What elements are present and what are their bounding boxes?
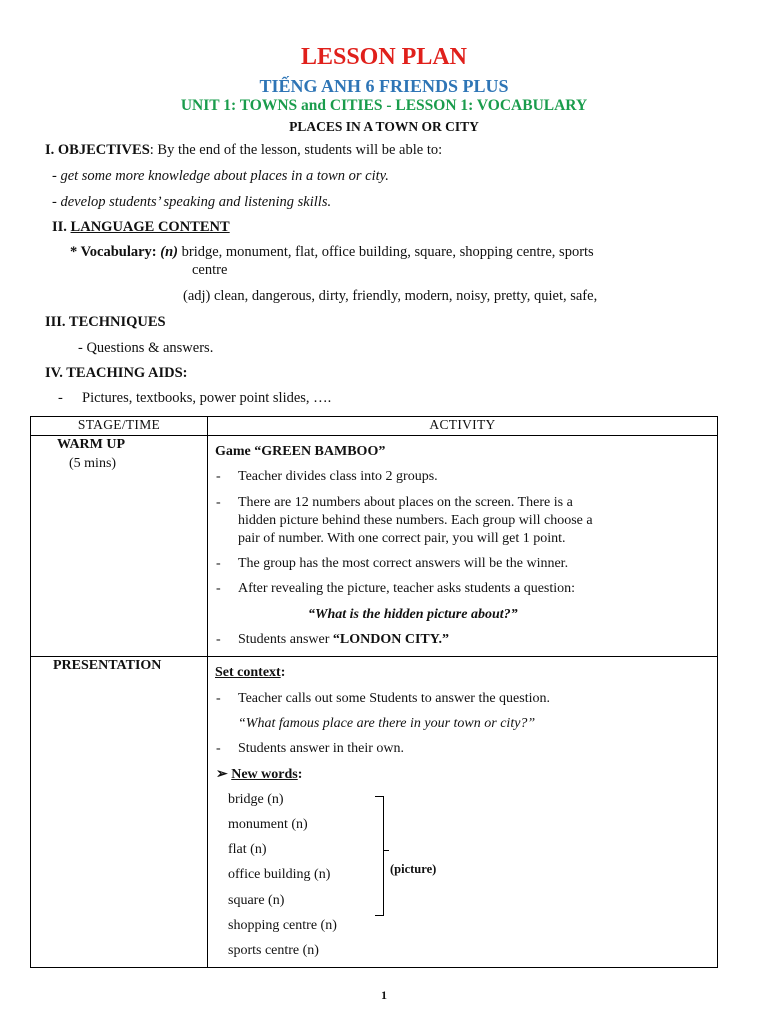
- page-number: 1: [381, 988, 387, 1002]
- presentation-activity-cell: [208, 657, 718, 968]
- new-words-heading: [216, 766, 302, 783]
- vocabulary-line: [70, 244, 594, 261]
- techniques-heading: III. TECHNIQUES: [45, 314, 166, 330]
- adjective-list: (adj) clean, dangerous, dirty, friendly, modern, noisy, pretty, quiet, safe,: [183, 288, 598, 304]
- unit-heading: UNIT 1: TOWNS and CITIES - LESSON 1: VOCABULARY: [180, 97, 588, 114]
- set-context-label: Set context: [215, 665, 281, 680]
- presentation-stage: PRESENTATION: [53, 658, 162, 673]
- warmup-activity-cell: [208, 436, 718, 657]
- list-item: [216, 632, 450, 648]
- list-item: [216, 581, 576, 597]
- noun-list-continued: centre: [192, 262, 228, 278]
- list-dash: -: [216, 691, 221, 706]
- list-item: [216, 495, 573, 511]
- lesson-plan-table: [30, 416, 718, 968]
- picture-placeholder: (picture): [390, 862, 437, 876]
- vocab-word: flat (n): [228, 842, 267, 857]
- list-text: Teacher divides class into 2 groups.: [238, 469, 438, 484]
- objective-item: - develop students’ speaking and listening skills.: [52, 194, 332, 210]
- vocab-word: monument (n): [228, 817, 308, 832]
- techniques-item: - Questions & answers.: [78, 340, 214, 356]
- presentation-row: [31, 657, 718, 968]
- objective-item: - get some more knowledge about places in a town or city.: [52, 168, 389, 184]
- teaching-aids-dash: -: [58, 390, 63, 406]
- context-question: “What famous place are there in your town or city?”: [238, 716, 536, 731]
- table-header-row: [31, 417, 718, 436]
- list-text: After revealing the picture, teacher asks students a question:: [238, 581, 576, 596]
- game-label: Game: [215, 444, 255, 459]
- vocabulary-label: * Vocabulary:: [70, 244, 157, 260]
- vocab-word: office building (n): [228, 867, 331, 882]
- list-text-continued: hidden picture behind these numbers. Each group will choose a: [238, 513, 593, 528]
- new-words-label: New words: [231, 767, 298, 782]
- objectives-heading: I. OBJECTIVES: [45, 142, 150, 158]
- list-dash: -: [216, 556, 221, 571]
- objectives-section: [45, 142, 442, 159]
- teaching-aids-item: Pictures, textbooks, power point slides, ….: [82, 390, 332, 406]
- new-words-colon: :: [297, 767, 303, 782]
- warmup-stage: WARM UP: [57, 437, 126, 452]
- vocab-word: shopping centre (n): [228, 918, 337, 933]
- list-text: There are 12 numbers about places on the screen. There is a: [238, 495, 573, 510]
- vocab-word: sports centre (n): [228, 943, 319, 958]
- set-context-heading: [215, 665, 285, 681]
- stage-time-header: STAGE/TIME: [31, 417, 208, 436]
- language-heading: [52, 219, 230, 236]
- list-dash: -: [216, 495, 221, 510]
- list-text: Students answer: [238, 632, 333, 647]
- list-dash: -: [216, 469, 221, 484]
- noun-list: bridge, monument, flat, office building, square, shopping centre, sports: [177, 244, 594, 260]
- activity-header: ACTIVITY: [208, 417, 718, 436]
- list-text: Teacher calls out some Students to answer the question.: [238, 691, 550, 706]
- warmup-stage-cell: [31, 436, 208, 657]
- vocab-word: bridge (n): [228, 792, 284, 807]
- vocab-word: square (n): [228, 893, 285, 908]
- brace-tick: [383, 850, 389, 851]
- list-text: The group has the most correct answers will be the winner.: [238, 556, 569, 571]
- list-text-continued: pair of number. With one correct pair, you will get 1 point.: [238, 531, 566, 546]
- list-item: [216, 556, 569, 572]
- hidden-picture-question: “What is the hidden picture about?”: [308, 607, 518, 622]
- answer-text: “LONDON CITY.”: [332, 632, 450, 647]
- course-subtitle: TIẾNG ANH 6 FRIENDS PLUS: [259, 76, 509, 96]
- set-context-colon: :: [280, 665, 286, 680]
- list-item: [216, 741, 405, 757]
- topic-heading: PLACES IN A TOWN OR CITY: [289, 119, 479, 134]
- noun-tag: (n): [160, 244, 178, 260]
- brace-bracket: [375, 796, 384, 916]
- list-dash: -: [216, 632, 221, 647]
- list-dash: -: [216, 741, 221, 756]
- list-text: Students answer in their own.: [238, 741, 405, 756]
- language-heading-text: LANGUAGE CONTENT: [70, 219, 230, 235]
- list-item: [216, 469, 438, 485]
- document-title: LESSON PLAN: [300, 44, 468, 70]
- warmup-row: [31, 436, 718, 657]
- game-name: “GREEN BAMBOO”: [254, 444, 386, 459]
- language-heading-number: II.: [52, 219, 71, 235]
- arrow-bullet-icon: ➢: [216, 767, 228, 782]
- list-dash: -: [216, 581, 221, 596]
- objectives-intro: : By the end of the lesson, students will be able to:: [149, 142, 443, 158]
- list-item: [216, 691, 550, 707]
- presentation-stage-cell: [31, 657, 208, 968]
- teaching-aids-heading: IV. TEACHING AIDS:: [45, 365, 188, 381]
- warmup-time: (5 mins): [69, 456, 117, 471]
- game-title: [215, 444, 385, 460]
